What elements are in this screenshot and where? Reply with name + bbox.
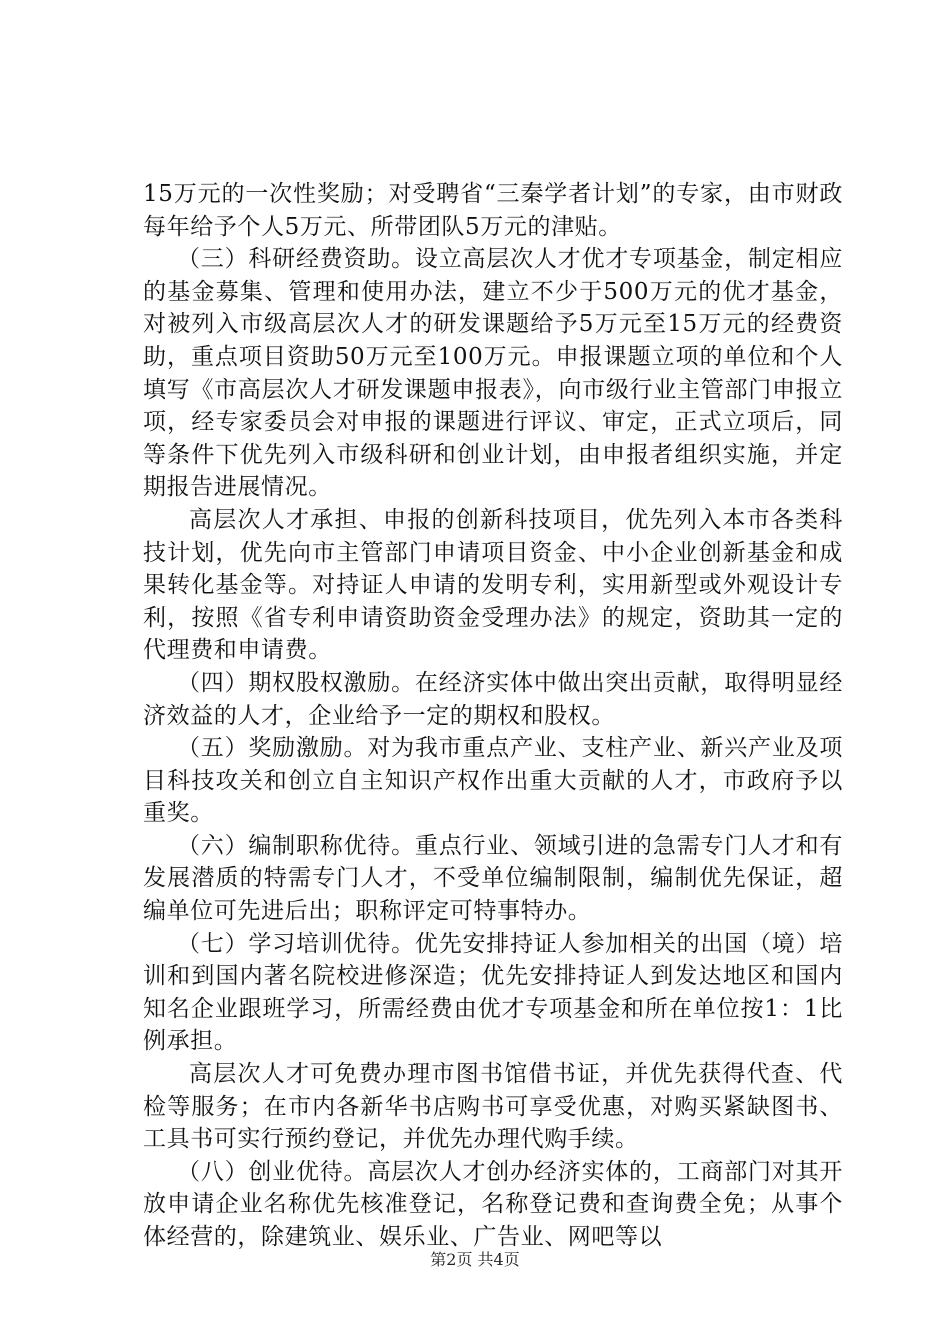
paragraph-equity-incentive: （四）期权股权激励。在经济实体中做出突出贡献，取得明显经济效益的人才，企业给予一定的期权和股权。 bbox=[143, 669, 843, 729]
paragraph-training: （七）学习培训优待。优先安排持证人参加相关的出国（境）培训和到国内著名院校进修深造；优先安排持证人到发达地区和国内知名企业跟班学习，所需经费由优才专项基金和所在单位按1：1比例承担。 bbox=[143, 930, 843, 1055]
paragraph-continuation: 15万元的一次性奖励；对受聘省“三秦学者计划”的专家，由市财政每年给予个人5万元、所带团队5万元的津贴。 bbox=[143, 181, 843, 240]
paragraph-award-incentive: （五）奖励激励。对为我市重点产业、支柱产业、新兴产业及项目科技攻关和创立自主知识产权作出重大贡献的人才，市政府予以重奖。 bbox=[143, 735, 843, 827]
paragraph-library-books: 高层次人才可免费办理市图书馆借书证，并优先获得代查、代检等服务；在市内各新华书店购书可享受优惠，对购买紧缺图书、工具书可实行预约登记，并优先办理代购手续。 bbox=[143, 1061, 843, 1153]
page-footer: 第2页 共4页 bbox=[430, 1250, 520, 1269]
document-body bbox=[143, 178, 843, 1254]
paragraph-entrepreneurship: （八）创业优待。高层次人才创办经济实体的，工商部门对其开放申请企业名称优先核准登记，名称登记费和查询费全免；从事个体经营的，除建筑业、娱乐业、广告业、网吧等以 bbox=[143, 1158, 843, 1250]
paragraph-tech-projects: 高层次人才承担、申报的创新科技项目，优先列入本市各类科技计划，优先向市主管部门申请项目资金、中小企业创新基金和成果转化基金等。对持证人申请的发明专利，实用新型或外观设计专利，按照《省专利申请资助资金受理办法》的规定，资助其一定的代理费和申请费。 bbox=[143, 506, 843, 664]
paragraph-research-funding: （三）科研经费资助。设立高层次人才优才专项基金，制定相应的基金募集、管理和使用办法，建立不少于500万元的优才基金，对被列入市级高层次人才的研发课题给予5万元至15万元的经费资助，重点项目资助50万元至100万元。申报课题立项的单位和个人填写《市高层次人才研发课题申报表》，向市级行业主管部门申报立项，经专家委员会对申报的课题进行评议、审定，正式立项后，同等条件下优先列入市级科研和创业计划，由申报者组织实施，并定期报告进展情况。 bbox=[143, 246, 843, 501]
paragraph-staffing-title: （六）编制职称优待。重点行业、领域引进的急需专门人才和有发展潜质的特需专门人才，不受单位编制限制，编制优先保证，超编单位可先进后出；职称评定可特事特办。 bbox=[143, 832, 843, 925]
